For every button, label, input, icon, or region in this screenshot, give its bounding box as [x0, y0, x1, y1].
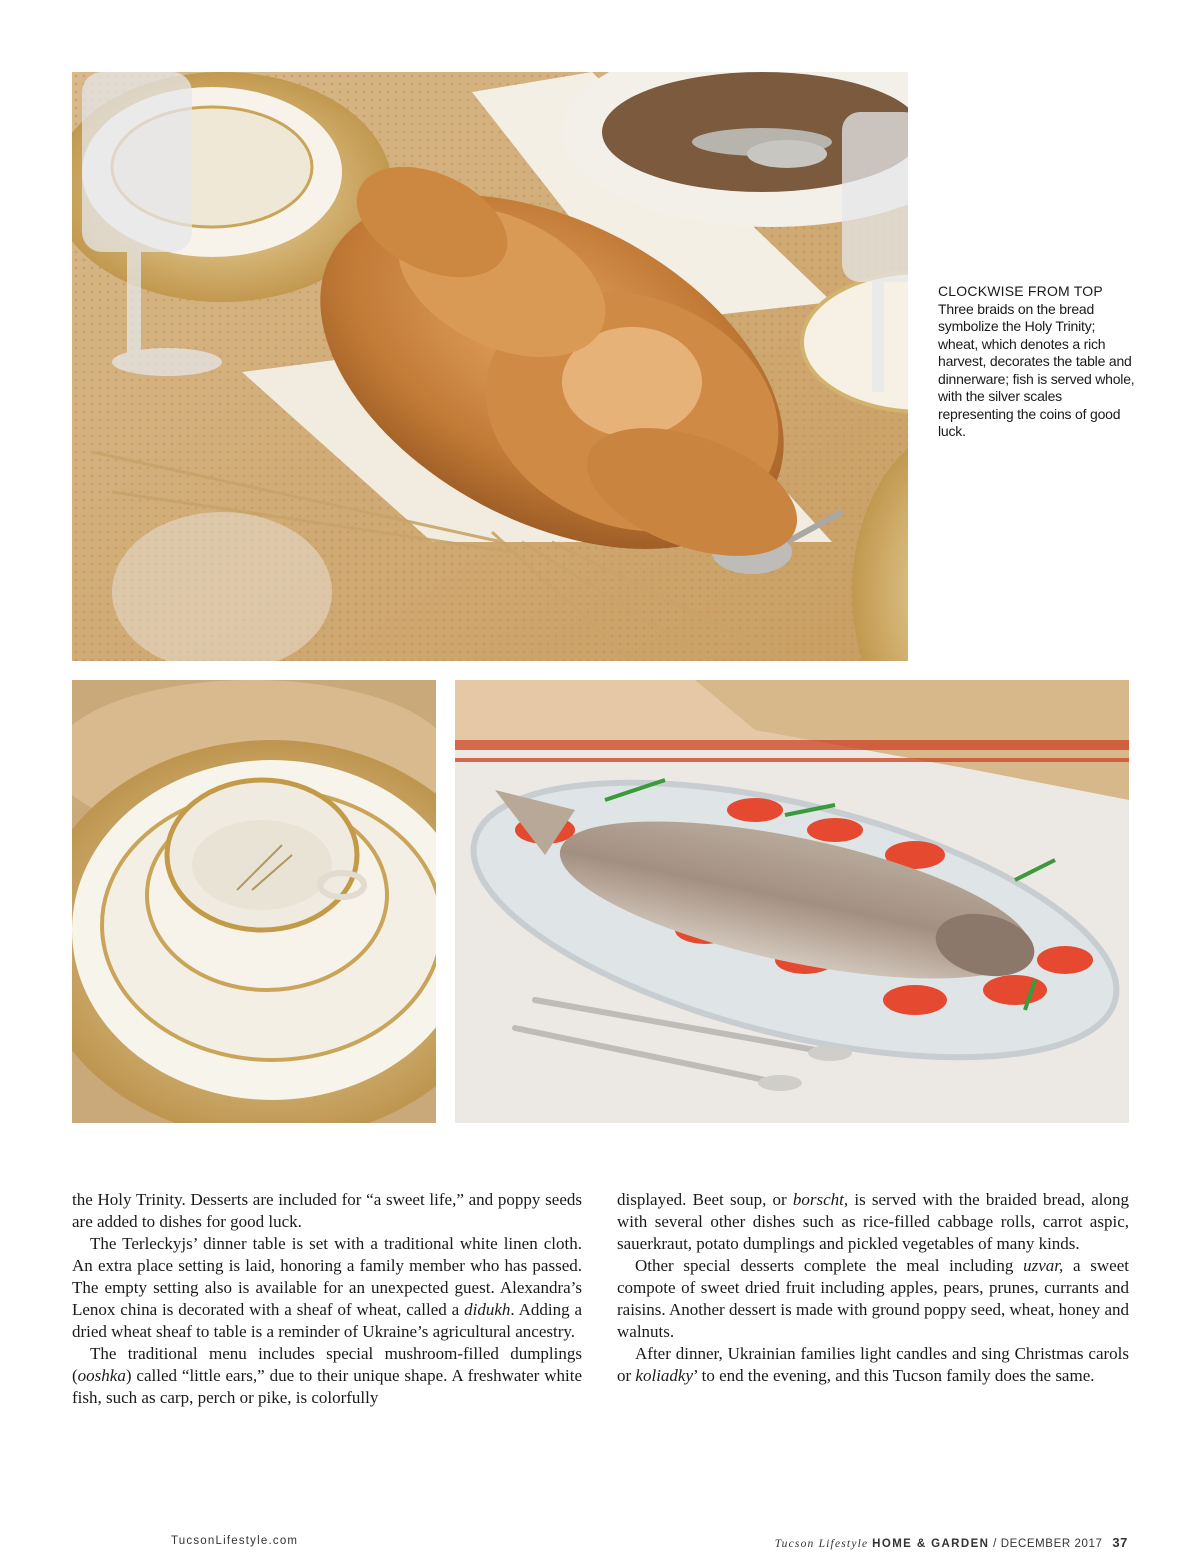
footer-issue: DECEMBER 2017	[1000, 1538, 1103, 1550]
footer-folio	[775, 1535, 1128, 1551]
photo-whole-fish	[455, 680, 1129, 1123]
wheat-china-image	[72, 680, 436, 1123]
article-column-left	[72, 1189, 582, 1409]
article-paragraph: The traditional menu includes special mushroom-filled dumplings (ooshka) called “little ears,” due to their unique shape. A freshwater white fish, such as carp, perch or pike, is colorfully	[72, 1344, 582, 1407]
photo-braided-bread	[72, 72, 908, 661]
braided-bread-image	[72, 72, 908, 661]
whole-fish-image	[455, 680, 1129, 1123]
photo-caption	[938, 283, 1138, 441]
article-column-right	[617, 1189, 1129, 1387]
article-paragraph: The Terleckyjs’ dinner table is set with a traditional white linen cloth. An extra place setting is laid, honoring a family member who has passed. The empty setting also is available for an unexpected guest. Alexandra’s Lenox china is decorated with a sheaf of wheat, called a didukh. Adding a dried wheat sheaf to table is a reminder of Ukraine’s agricultural ancestry.	[72, 1234, 582, 1341]
term-ooshka: ooshka	[77, 1366, 126, 1385]
photo-wheat-china	[72, 680, 436, 1123]
term-didukh: didukh	[464, 1300, 511, 1319]
article-paragraph: displayed. Beet soup, or borscht, is served with the braided bread, along with several other dishes such as rice-filled cabbage rolls, carrot aspic, sauerkraut, potato dumplings and pickled vegetables of many kinds.	[617, 1190, 1129, 1253]
article-paragraph: Other special desserts complete the meal including uzvar, a sweet compote of sweet dried fruit including apples, pears, prunes, currants and raisins. Another dessert is made with ground poppy seed, wheat, honey and walnuts.	[617, 1256, 1129, 1341]
term-koliadky: koliadky	[635, 1366, 694, 1385]
term-uzvar: uzvar,	[1023, 1256, 1064, 1275]
footer-separator: /	[993, 1538, 997, 1550]
caption-body: Three braids on the bread symbolize the Holy Trinity; wheat, which denotes a rich harvest, decorates the table and dinnerware; fish is served whole, with the silver scales representing the coins of good luck.	[938, 300, 1135, 439]
article-paragraph: After dinner, Ukrainian families light candles and sing Christmas carols or koliadky’ to end the evening, and this Tucson family does the same.	[617, 1344, 1129, 1385]
caption-heading: CLOCKWISE FROM TOP	[938, 283, 1103, 299]
footer-magazine: Tucson Lifestyle	[774, 1538, 869, 1550]
footer-section: HOME & GARDEN	[872, 1538, 990, 1550]
article-paragraph: the Holy Trinity. Desserts are included for “a sweet life,” and poppy seeds are added to dishes for good luck.	[72, 1190, 582, 1231]
term-borscht: borscht,	[792, 1190, 849, 1209]
page-number: 37	[1112, 1535, 1128, 1550]
footer-website: TucsonLifestyle.com	[171, 1535, 299, 1547]
